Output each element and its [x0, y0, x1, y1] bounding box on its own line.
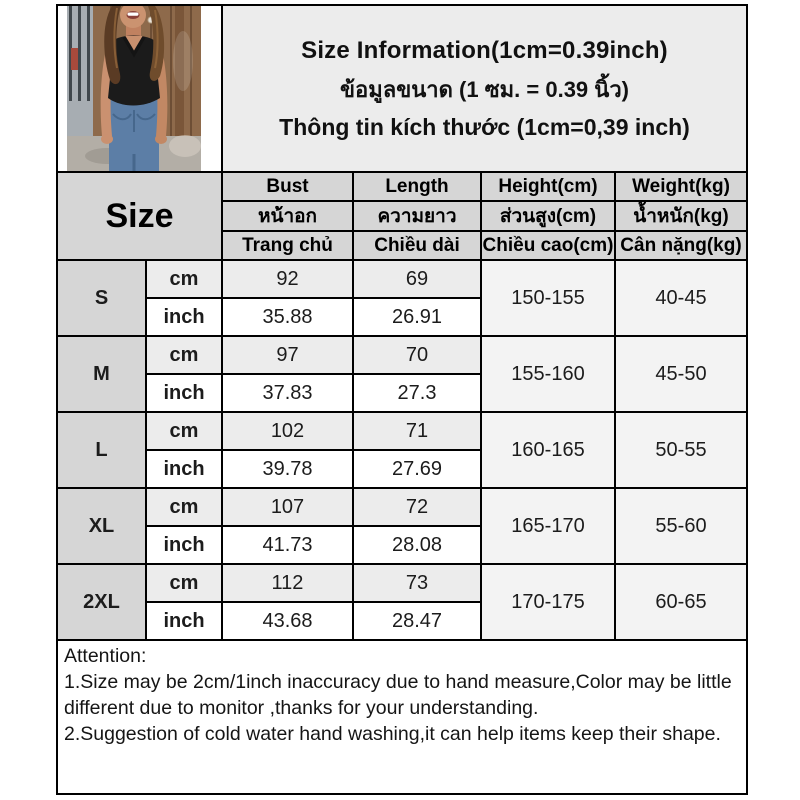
cell-2xl-bust-inch: 43.68 — [223, 603, 354, 641]
header-length-th: ความยาว — [354, 202, 482, 232]
cell-s-weight: 40-45 — [616, 261, 746, 337]
unit-inch: inch — [147, 451, 223, 489]
cell-2xl-length-cm: 73 — [354, 565, 482, 603]
unit-inch: inch — [147, 375, 223, 413]
cell-m-bust-cm: 97 — [223, 337, 354, 375]
top-section — [58, 6, 746, 173]
cell-m-length-cm: 70 — [354, 337, 482, 375]
attention-section — [58, 641, 746, 793]
attention-heading: Attention: — [64, 645, 147, 667]
title-panel — [223, 6, 746, 171]
cell-xl-weight: 55-60 — [616, 489, 746, 565]
header-height-vi: Chiều cao(cm) — [482, 232, 616, 261]
header-weight-vi: Cân nặng(kg) — [616, 232, 746, 261]
cell-l-length-cm: 71 — [354, 413, 482, 451]
cell-s-bust-cm: 92 — [223, 261, 354, 299]
size-header-cell: Size — [58, 173, 223, 261]
cell-m-height: 155-160 — [482, 337, 616, 413]
product-photo-illustration — [67, 6, 201, 171]
header-weight-en: Weight(kg) — [616, 173, 746, 202]
unit-cm: cm — [147, 565, 223, 603]
cell-l-length-inch: 27.69 — [354, 451, 482, 489]
row-label-xl: XL — [58, 489, 147, 565]
unit-cm: cm — [147, 337, 223, 375]
row-label-s: S — [58, 261, 147, 337]
cell-m-length-inch: 27.3 — [354, 375, 482, 413]
cell-xl-bust-cm: 107 — [223, 489, 354, 527]
title-vietnamese: Thông tin kích thước (1cm=0,39 inch) — [279, 113, 690, 140]
unit-inch: inch — [147, 299, 223, 337]
cell-xl-length-inch: 28.08 — [354, 527, 482, 565]
unit-inch: inch — [147, 603, 223, 641]
attention-note-1: 1.Size may be 2cm/1inch inaccuracy due to hand measure,Color may be little different due to monitor ,thanks for your understanding. — [64, 670, 732, 719]
unit-inch: inch — [147, 527, 223, 565]
cell-m-bust-inch: 37.83 — [223, 375, 354, 413]
cell-2xl-length-inch: 28.47 — [354, 603, 482, 641]
cell-s-bust-inch: 35.88 — [223, 299, 354, 337]
header-bust-vi: Trang chủ — [223, 232, 354, 261]
header-height-en: Height(cm) — [482, 173, 616, 202]
cell-xl-bust-inch: 41.73 — [223, 527, 354, 565]
cell-l-bust-cm: 102 — [223, 413, 354, 451]
unit-cm: cm — [147, 489, 223, 527]
row-label-2xl: 2XL — [58, 565, 147, 641]
size-chart-sheet — [56, 4, 748, 795]
unit-cm: cm — [147, 413, 223, 451]
header-length-vi: Chiều dài — [354, 232, 482, 261]
cell-s-length-inch: 26.91 — [354, 299, 482, 337]
cell-l-bust-inch: 39.78 — [223, 451, 354, 489]
attention-note-2: 2.Suggestion of cold water hand washing,it can help items keep their shape. — [64, 722, 721, 745]
cell-l-weight: 50-55 — [616, 413, 746, 489]
cell-l-height: 160-165 — [482, 413, 616, 489]
cell-2xl-bust-cm: 112 — [223, 565, 354, 603]
unit-cm: cm — [147, 261, 223, 299]
header-length-en: Length — [354, 173, 482, 202]
product-photo-cell — [58, 6, 223, 171]
title-english: Size Information(1cm=0.39inch) — [301, 36, 668, 64]
cell-2xl-weight: 60-65 — [616, 565, 746, 641]
cell-m-weight: 45-50 — [616, 337, 746, 413]
header-bust-th: หน้าอก — [223, 202, 354, 232]
cell-s-length-cm: 69 — [354, 261, 482, 299]
row-label-l: L — [58, 413, 147, 489]
size-table — [58, 173, 746, 641]
cell-xl-height: 165-170 — [482, 489, 616, 565]
header-height-th: ส่วนสูง(cm) — [482, 202, 616, 232]
cell-2xl-height: 170-175 — [482, 565, 616, 641]
cell-s-height: 150-155 — [482, 261, 616, 337]
cell-xl-length-cm: 72 — [354, 489, 482, 527]
header-weight-th: น้ำหนัก(kg) — [616, 202, 746, 232]
header-bust-en: Bust — [223, 173, 354, 202]
row-label-m: M — [58, 337, 147, 413]
title-thai: ข้อมูลขนาด (1 ซม. = 0.39 นิ้ว) — [339, 76, 629, 102]
